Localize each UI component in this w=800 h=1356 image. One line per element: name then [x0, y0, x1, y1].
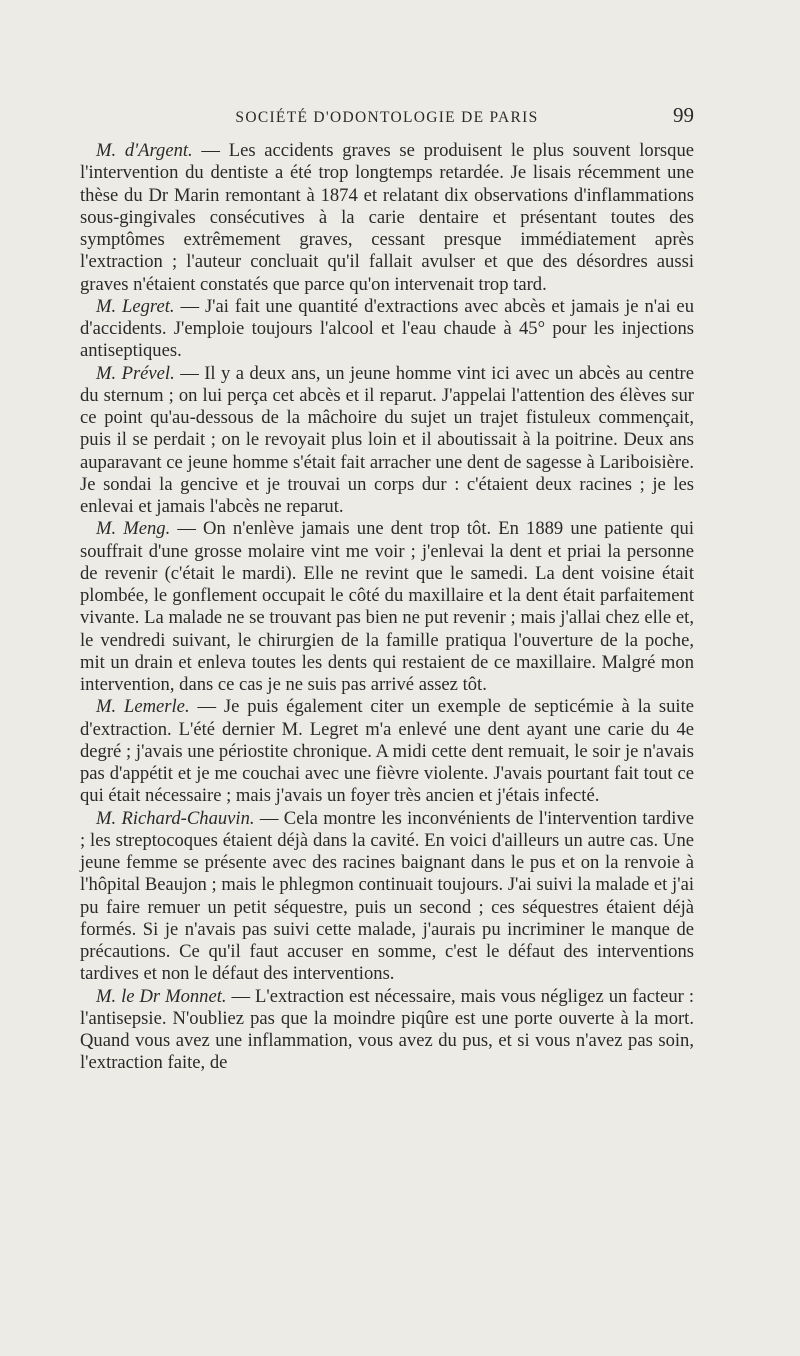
paragraph-text: — L'extraction est nécessaire, mais vous négligez un facteur : l'antisepsie. N'oubliez pas que la moindre piqûre est une porte ouverte à la mort. Quand vous avez une inflammation, vous avez du pus, et si vous n'avez pas soin, l'extraction faite, de — [80, 985, 694, 1074]
paragraph-text: — Les accidents graves se produisent le plus souvent lorsque l'intervention du dentiste a été trop longtemps retardée. Je lisais récemment une thèse du Dr Marin remontant à 1874 et relatant dix observations d'inflammations sous-gingivales consécutives à la carie dentaire et présentant toutes des symptômes extrêmement graves, cessant presque immédiatement après l'extraction ; l'auteur concluait qu'il fallait avulser et que des désordres aussi graves n'étaient constatés que parce qu'on intervenait trop tard. — [80, 140, 695, 295]
page-header — [80, 103, 694, 133]
paragraph-prevel — [80, 363, 694, 519]
speaker-name: M. Prével. — [96, 362, 175, 384]
running-head: SOCIÉTÉ D'ODONTOLOGIE DE PARIS — [235, 109, 539, 126]
paragraph-text: — Cela montre les inconvénients de l'intervention tardive ; les streptocoques étaient déjà dans la cavité. En voici d'ailleurs un autre cas. Une jeune femme se présente avec des racines baignant dans le pus et on la renvoie à l'hôpital Beaujon ; mais le phlegmon continuait toujours. J'ai suivi la malade et j'ai pu faire remuer un petit séquestre, puis un second ; ces séquestres étaient déjà formés. Si je n'avais pas suivi cette malade, j'aurais pu incriminer le manque de précautions. Ce qu'il faut accuser en somme, c'est le défaut des interventions tardives et non le défaut des interventions. — [80, 807, 694, 985]
paragraph-lemerle — [80, 696, 694, 807]
speaker-name: M. Meng. — [96, 518, 171, 540]
page-number: 99 — [673, 103, 694, 127]
speaker-name: M. Richard-Chauvin. — [96, 807, 255, 829]
paragraph-richard-chauvin — [80, 808, 694, 986]
speaker-name: M. le Dr Monnet. — [96, 985, 227, 1007]
speaker-name: M. Lemerle. — [96, 696, 190, 718]
paragraph-text: — J'ai fait une quantité d'extractions avec abcès et jamais je n'ai eu d'accidents. J'emploie toujours l'alcool et l'eau chaude à 45° pour les injections antiseptiques. — [80, 295, 694, 362]
paragraph-dargent — [80, 140, 694, 296]
speaker-name: M. Legret. — [96, 295, 175, 317]
paragraph-text: — Il y a deux ans, un jeune homme vint ici avec un abcès au centre du sternum ; on lui perça cet abcès et il reparut. J'appelai l'attention des élèves sur ce point qu'au-dessous de la mâchoire du sujet un trajet fistuleux commençait, puis il se perdait ; on le revoyait plus loin et il aboutissait à la poitrine. Deux ans auparavant ce jeune homme s'était fait arracher une dent de sagesse à Lariboisière. Je sondai la gencive et je trouvai un corps dur : c'étaient deux racines ; je les enlevai et jamais l'abcès ne reparut. — [80, 362, 694, 517]
paragraph-monnet — [80, 986, 694, 1075]
paragraph-text: — On n'enlève jamais une dent trop tôt. En 1889 une patiente qui souffrait d'une grosse molaire vint me voir ; j'enlevai la dent et priai la personne de revenir (c'était le mardi). Elle ne revint que le samedi. La dent voisine était plombée, le gonflement occupait le côté du maxillaire et la dent était parfaitement vivante. La malade ne se trouvant pas bien ne put revenir ; mais j'allai chez elle et, le vendredi suivant, le chirurgien de la famille pratiqua l'ouverture de la poche, mit un drain et enleva toutes les dents qui restaient de ce maxillaire. Malgré mon intervention, dans ce cas je ne suis pas arrivé assez tôt. — [80, 518, 694, 695]
speaker-name: M. d'Argent. — [96, 140, 193, 161]
paragraph-meng — [80, 518, 694, 696]
body-text — [80, 140, 694, 1075]
paragraph-text: — Je puis également citer un exemple de septicémie à la suite d'extraction. L'été dernier M. Legret m'a enlevé une dent ayant une carie du 4e degré ; j'avais une périostite chronique. A midi cette dent remuait, le soir je n'avais pas d'appétit et je me couchai avec une fièvre violente. J'avais pourtant fait tout ce qui était nécessaire ; mais j'avais un foyer très ancien et j'étais infecté. — [80, 696, 694, 807]
paragraph-legret — [80, 296, 694, 363]
